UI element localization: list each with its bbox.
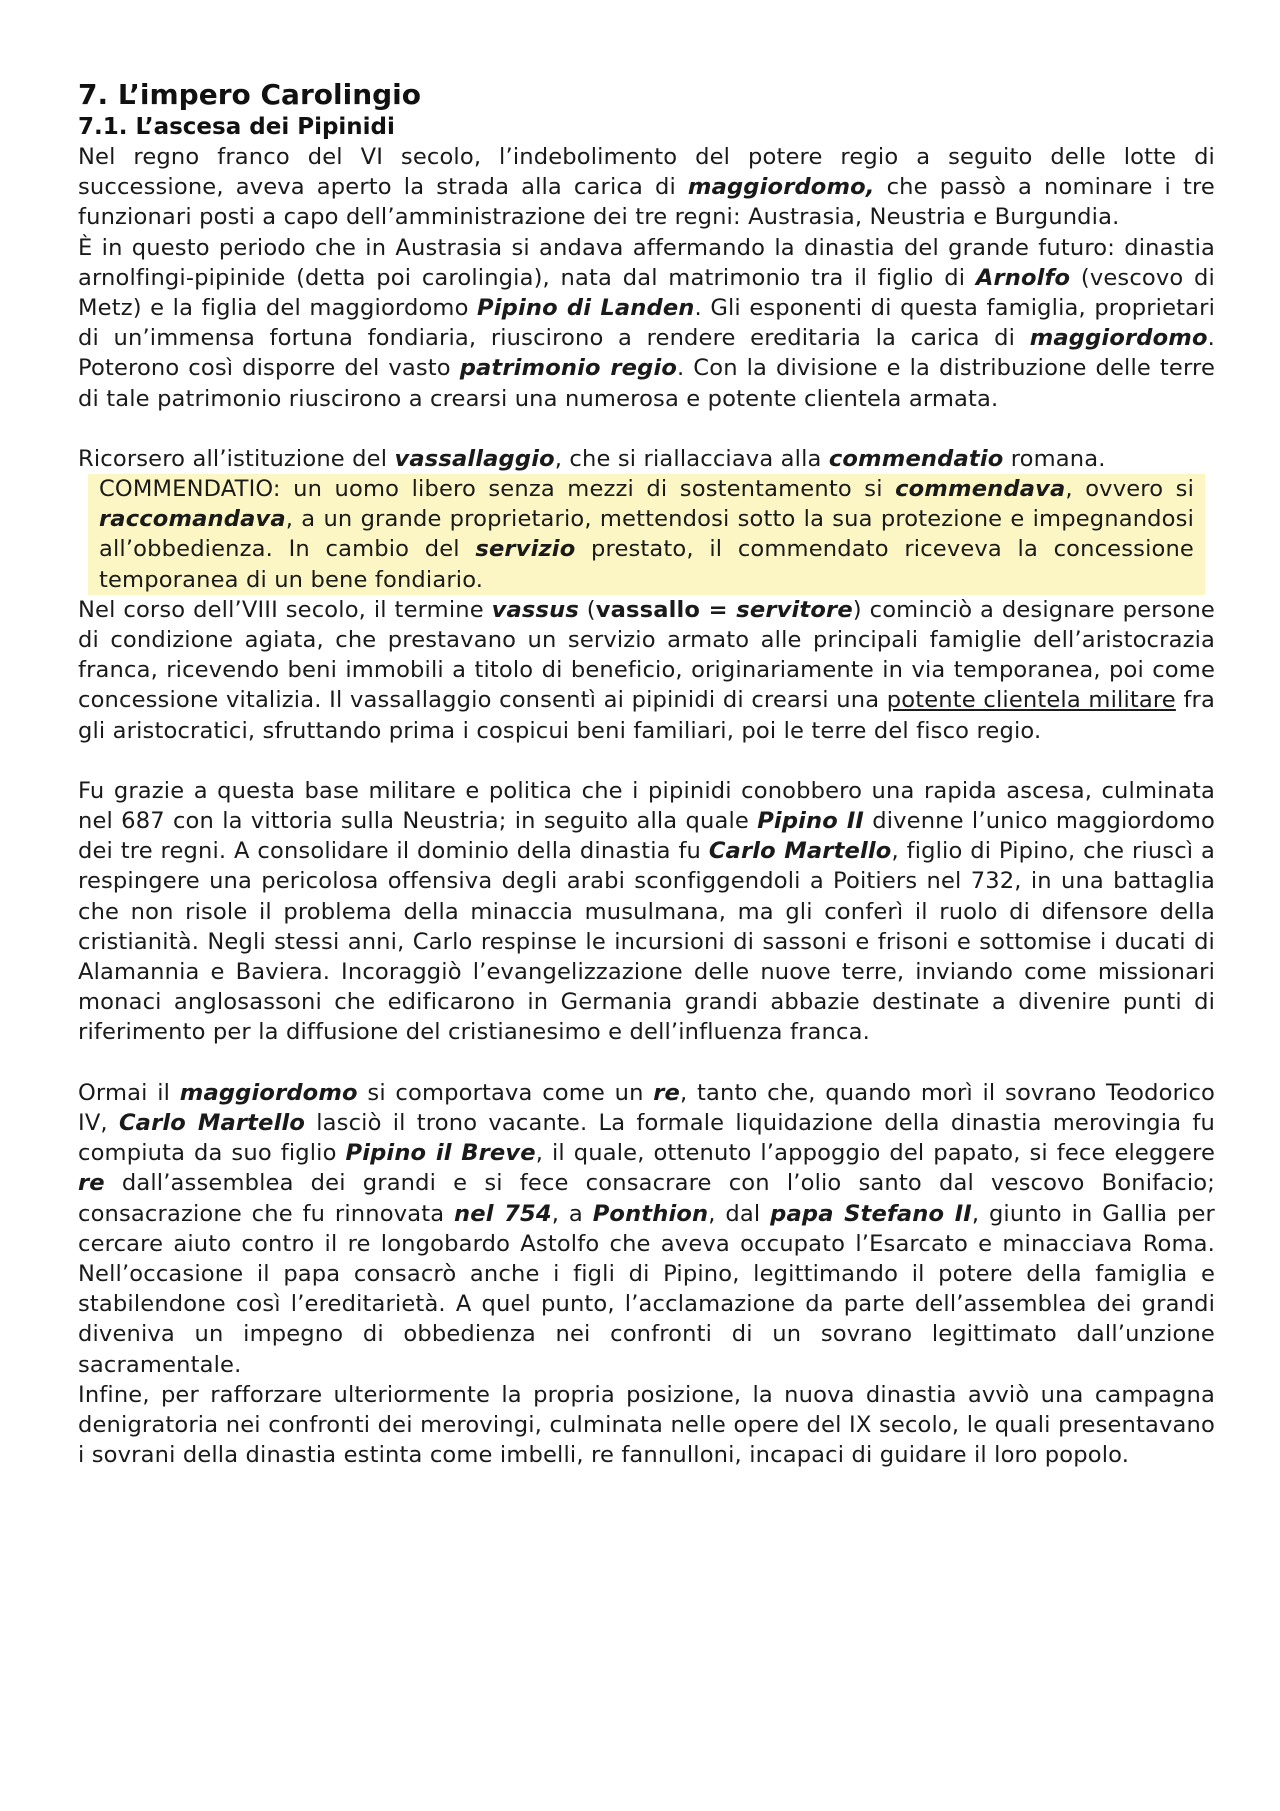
emphasis-ul: potente clientela militare [886,687,1176,714]
emphasis-em: Carlo Martello [118,1109,306,1136]
text-run: Ricorsero all’istituzione del [78,445,395,472]
paragraph-spacer [78,1048,1215,1078]
emphasis-em: re [653,1079,681,1106]
section-title: 7.1. L’ascesa dei Pipinidi [78,114,395,140]
paragraph-p1 [78,142,1215,233]
emphasis-em: Arnolfo [975,264,1071,291]
text-run: , il quale, ottenuto l’appoggio del papato, si fece eleggere [535,1140,1215,1167]
text-run: Fu grazie a questa base militare e politica che i pipinidi conobbero una rapida ascesa, culminata nel 687 con la vittoria sulla Neustria; in seguito alla quale [78,777,1215,835]
paragraph-p3 [78,444,1215,474]
text-run: , dal [708,1200,771,1227]
emphasis-em: re [78,1170,105,1197]
text-run: dall’assemblea dei grandi e si fece consacrare con l’olio santo dal vescovo Bonifacio; consacrazione che fu rinnovata [78,1170,1215,1227]
text-run: È in questo periodo che in Austrasia si andava affermando la dinastia del grande futuro: dinastia arnolfingi-pipinide (detta poi carolingia), nata dal matrimonio tra il figlio di [78,234,1215,291]
emphasis-em: commendatio [828,445,1004,472]
document-page [78,78,1215,1470]
chapter-title: 7. L’impero Carolingio [78,78,421,111]
emphasis-em: maggiordomo [179,1079,358,1106]
emphasis-em: maggiordomo [1029,325,1208,352]
text-run: prestato, il commendato riceveva la concessione temporanea di un bene fondiario. [99,536,1194,593]
text-run: , a un grande proprietario, mettendosi sotto la sua protezione e impegnandosi all’obbedienza. In cambio del [99,506,1194,563]
body-text [78,142,1215,1470]
text-run: ) cominciò a designare persone di condizione agiata, che prestavano un servizio armato alle principali famiglie dell’aristocrazia franca, ricevendo beni immobili a titolo di beneficio, originariamente in via temporanea, poi come concessione vitalizia. Il vassallaggio consentì ai pipinidi di crearsi una [78,596,1215,714]
text-run: fra gli aristocratici, sfruttando prima i cospicui beni familiari, poi le terre del fisco regio. [78,687,1215,744]
text-run: (vescovo di Metz) e la figlia del maggiordomo [78,264,1215,322]
text-run: COMMENDATIO: un uomo libero senza mezzi di sostentamento si [99,476,896,503]
emphasis-em: nel 754 [454,1200,552,1227]
emphasis-em: servitore [736,596,853,623]
text-run: divenne l’unico maggiordomo dei tre regni. A consolidare il dominio della dinastia fu [78,808,1216,865]
paragraph-p8 [78,1380,1215,1471]
paragraph-spacer [78,746,1215,776]
emphasis-em: commendava [895,476,1066,503]
emphasis-em: Pipino il Breve [345,1140,536,1167]
text-run: si comportava come un [357,1079,654,1106]
text-run: Infine, per rafforzare ulteriormente la propria posizione, la nuova dinastia avviò una campagna denigratoria nei confronti dei merovingi, culminata nelle opere del IX secolo, le quali presentavano i sovrani della dinastia estinta come imbelli, re fannulloni, incapaci di guidare il loro popolo. [78,1381,1215,1469]
text-run: lasciò il trono vacante. La formale liquidazione della dinastia merovingia fu compiuta da suo figlio [78,1109,1215,1167]
emphasis-bold: vassallo = [595,596,737,623]
paragraph-p7 [78,1078,1215,1380]
paragraph-spacer [78,414,1215,444]
text-run: , giunto in Gallia per cercare aiuto contro il re longobardo Astolfo che aveva occupato l’Esarcato e minacciava Roma. Nell’occasione il papa consacrò anche i figli di Pipino, legittimando il potere della famiglia e stabilendone così l’ereditarietà. A quel punto, l’acclamazione da parte dell’assemblea dei grandi diveniva un impegno di obbedienza nei confronti di un sovrano legittimato dall’unzione sacramentale. [78,1200,1215,1378]
text-run: Nel corso dell’VIII secolo, il termine [78,596,492,623]
text-run: . Gli esponenti di questa famiglia, proprietari di un’immensa fortuna fondiaria, riuscirono a rendere ereditaria la carica di [78,295,1216,352]
emphasis-em: Ponthion [592,1200,709,1227]
text-run: che passò a nominare i tre funzionari posti a capo dell’amministrazione dei tre regni: Austrasia, Neustria e Burgundia. [78,174,1215,231]
text-run: , a [551,1200,593,1227]
text-run: , ovvero si [1065,476,1194,503]
text-run: . Poterono così disporre del vasto [78,325,1215,382]
text-run: . Con la divisione e la distribuzione delle terre di tale patrimonio riuscirono a crearsi una numerosa e potente clientela armata. [78,355,1215,412]
emphasis-em: papa Stefano II [770,1200,972,1227]
emphasis-em: vassus [491,596,579,623]
emphasis-em: raccomandava [99,506,286,533]
emphasis-em: Pipino di Landen [477,295,695,322]
emphasis-em: patrimonio regio [459,355,678,382]
emphasis-em: Pipino II [757,808,864,835]
paragraph-p2 [78,233,1215,414]
emphasis-em: maggiordomo, [687,174,875,201]
emphasis-em: Carlo Martello [708,838,892,865]
text-run: Ormai il [78,1079,180,1106]
text-run: , che si riallacciava alla [554,445,829,472]
emphasis-em: vassallaggio [394,445,555,472]
paragraph-p5 [78,595,1215,746]
paragraph-p6 [78,776,1215,1048]
text-run: , tanto che, quando morì il sovrano Teodorico IV, [78,1079,1215,1136]
text-run: Nel regno franco del VI secolo, l’indebolimento del potere regio a seguito delle lotte di successione, aveva aperto la strada alla carica di [78,144,1215,201]
emphasis-em: servizio [475,536,576,563]
text-run: ( [578,596,596,623]
commendatio-definition-box [88,474,1205,595]
text-run: romana. [1003,445,1106,472]
text-run: , figlio di Pipino, che riuscì a respingere una pericolosa offensiva degli arabi sconfiggendoli a Poitiers nel 732, in una battaglia che non risole il problema della minaccia musulmana, ma gli conferì il ruolo di difensore della cristianità. Negli stessi anni, Carlo respinse le incursioni di sassoni e frisoni e sottomise i ducati di Alamannia e Baviera. Incoraggiò l’evangelizzazione delle nuove terre, inviando come missionari monaci anglosassoni che edificarono in Germania grandi abbazie destinate a divenire punti di riferimento per la diffusione del cristianesimo e dell’influenza franca. [78,838,1216,1046]
